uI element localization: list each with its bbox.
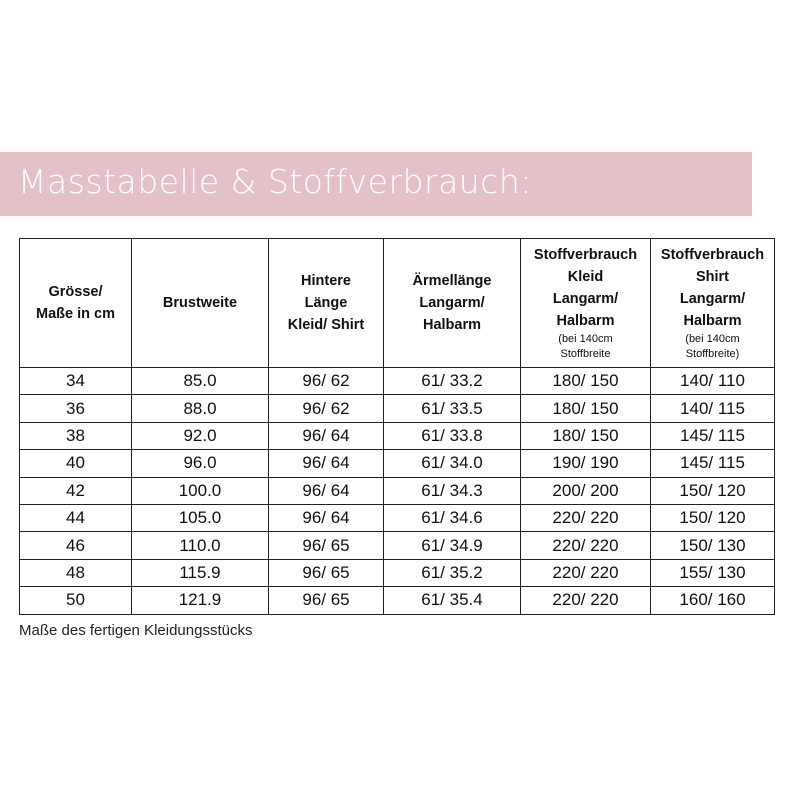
column-header-line: Halbarm [422,317,482,333]
table-cell: 110.0 [132,532,269,559]
column-header-note: (bei 140cm [685,333,740,345]
table-header-row [20,239,775,368]
table-cell: 36 [20,395,132,422]
table-cell: 61/ 34.3 [384,477,521,504]
table-cell: 140/ 110 [651,368,775,395]
table-cell: 190/ 190 [521,450,651,477]
table-cell: 150/ 130 [651,532,775,559]
column-header-note: Stoffbreite [560,348,611,360]
table-cell: 220/ 220 [521,532,651,559]
table-cell: 96/ 64 [269,422,384,449]
table-row [20,395,775,422]
column-header-line: Langarm/ [679,291,746,307]
table-row [20,532,775,559]
table-cell: 61/ 35.2 [384,559,521,586]
column-header-line: Kleid/ Shirt [287,317,365,333]
column-header-note: (bei 140cm [558,333,613,345]
table-cell: 145/ 115 [651,450,775,477]
table-cell: 105.0 [132,504,269,531]
footnote: Maße des fertigen Kleidungsstücks [19,622,253,639]
table-cell: 220/ 220 [521,559,651,586]
table-cell: 50 [20,587,132,614]
column-header-3 [384,239,521,368]
column-header-line: Brustweite [162,295,238,311]
column-header-line: Grösse/ [48,284,103,300]
table-cell: 96/ 64 [269,450,384,477]
column-header-line: Stoffverbrauch [533,247,638,263]
table-cell: 115.9 [132,559,269,586]
table-cell: 88.0 [132,395,269,422]
table-cell: 38 [20,422,132,449]
column-header-line: Halbarm [683,313,742,329]
column-header-2 [269,239,384,368]
table-cell: 40 [20,450,132,477]
column-header-0 [20,239,132,368]
table-cell: 61/ 34.6 [384,504,521,531]
column-header-line: Shirt [695,269,730,285]
table-row [20,422,775,449]
column-header-line: Länge [304,295,348,311]
table-cell: 180/ 150 [521,395,651,422]
column-header-line: Stoffverbrauch [660,247,765,263]
column-header-line: Maße in cm [36,306,115,322]
table-body [20,368,775,615]
table-cell: 96/ 65 [269,532,384,559]
table-cell: 61/ 33.5 [384,395,521,422]
table-cell: 200/ 200 [521,477,651,504]
table-cell: 150/ 120 [651,477,775,504]
table-row [20,587,775,614]
column-header-line: Kleid [567,269,604,285]
table-cell: 96.0 [132,450,269,477]
size-chart-table [19,238,775,615]
column-header-5 [651,239,775,368]
table-row [20,450,775,477]
table-cell: 44 [20,504,132,531]
table-row [20,559,775,586]
table-cell: 100.0 [132,477,269,504]
table-cell: 96/ 62 [269,395,384,422]
table-cell: 96/ 64 [269,504,384,531]
table-cell: 61/ 33.8 [384,422,521,449]
table-cell: 155/ 130 [651,559,775,586]
table-cell: 180/ 150 [521,368,651,395]
table-cell: 96/ 64 [269,477,384,504]
page-title: Masstabelle & Stoffverbrauch: [18,162,532,201]
column-header-4 [521,239,651,368]
table-row [20,477,775,504]
column-header-1 [132,239,269,368]
table-cell: 140/ 115 [651,395,775,422]
table-cell: 34 [20,368,132,395]
table-cell: 160/ 160 [651,587,775,614]
table-cell: 145/ 115 [651,422,775,449]
table-cell: 61/ 33.2 [384,368,521,395]
table-cell: 180/ 150 [521,422,651,449]
table-cell: 96/ 65 [269,587,384,614]
table-cell: 61/ 35.4 [384,587,521,614]
table-row [20,504,775,531]
table-cell: 92.0 [132,422,269,449]
column-header-line: Ärmellänge [412,273,492,289]
column-header-line: Halbarm [556,313,615,329]
table-row [20,368,775,395]
table-cell: 85.0 [132,368,269,395]
table-cell: 220/ 220 [521,504,651,531]
table-cell: 96/ 65 [269,559,384,586]
column-header-line: Langarm/ [419,295,485,311]
table-cell: 42 [20,477,132,504]
table-cell: 121.9 [132,587,269,614]
table-cell: 46 [20,532,132,559]
table-cell: 150/ 120 [651,504,775,531]
table-cell: 61/ 34.9 [384,532,521,559]
title-banner [0,152,752,216]
table-cell: 220/ 220 [521,587,651,614]
column-header-note: Stoffbreite) [685,348,740,360]
column-header-line: Langarm/ [552,291,619,307]
table-cell: 48 [20,559,132,586]
column-header-line: Hintere [301,273,351,289]
table-cell: 61/ 34.0 [384,450,521,477]
table-cell: 96/ 62 [269,368,384,395]
